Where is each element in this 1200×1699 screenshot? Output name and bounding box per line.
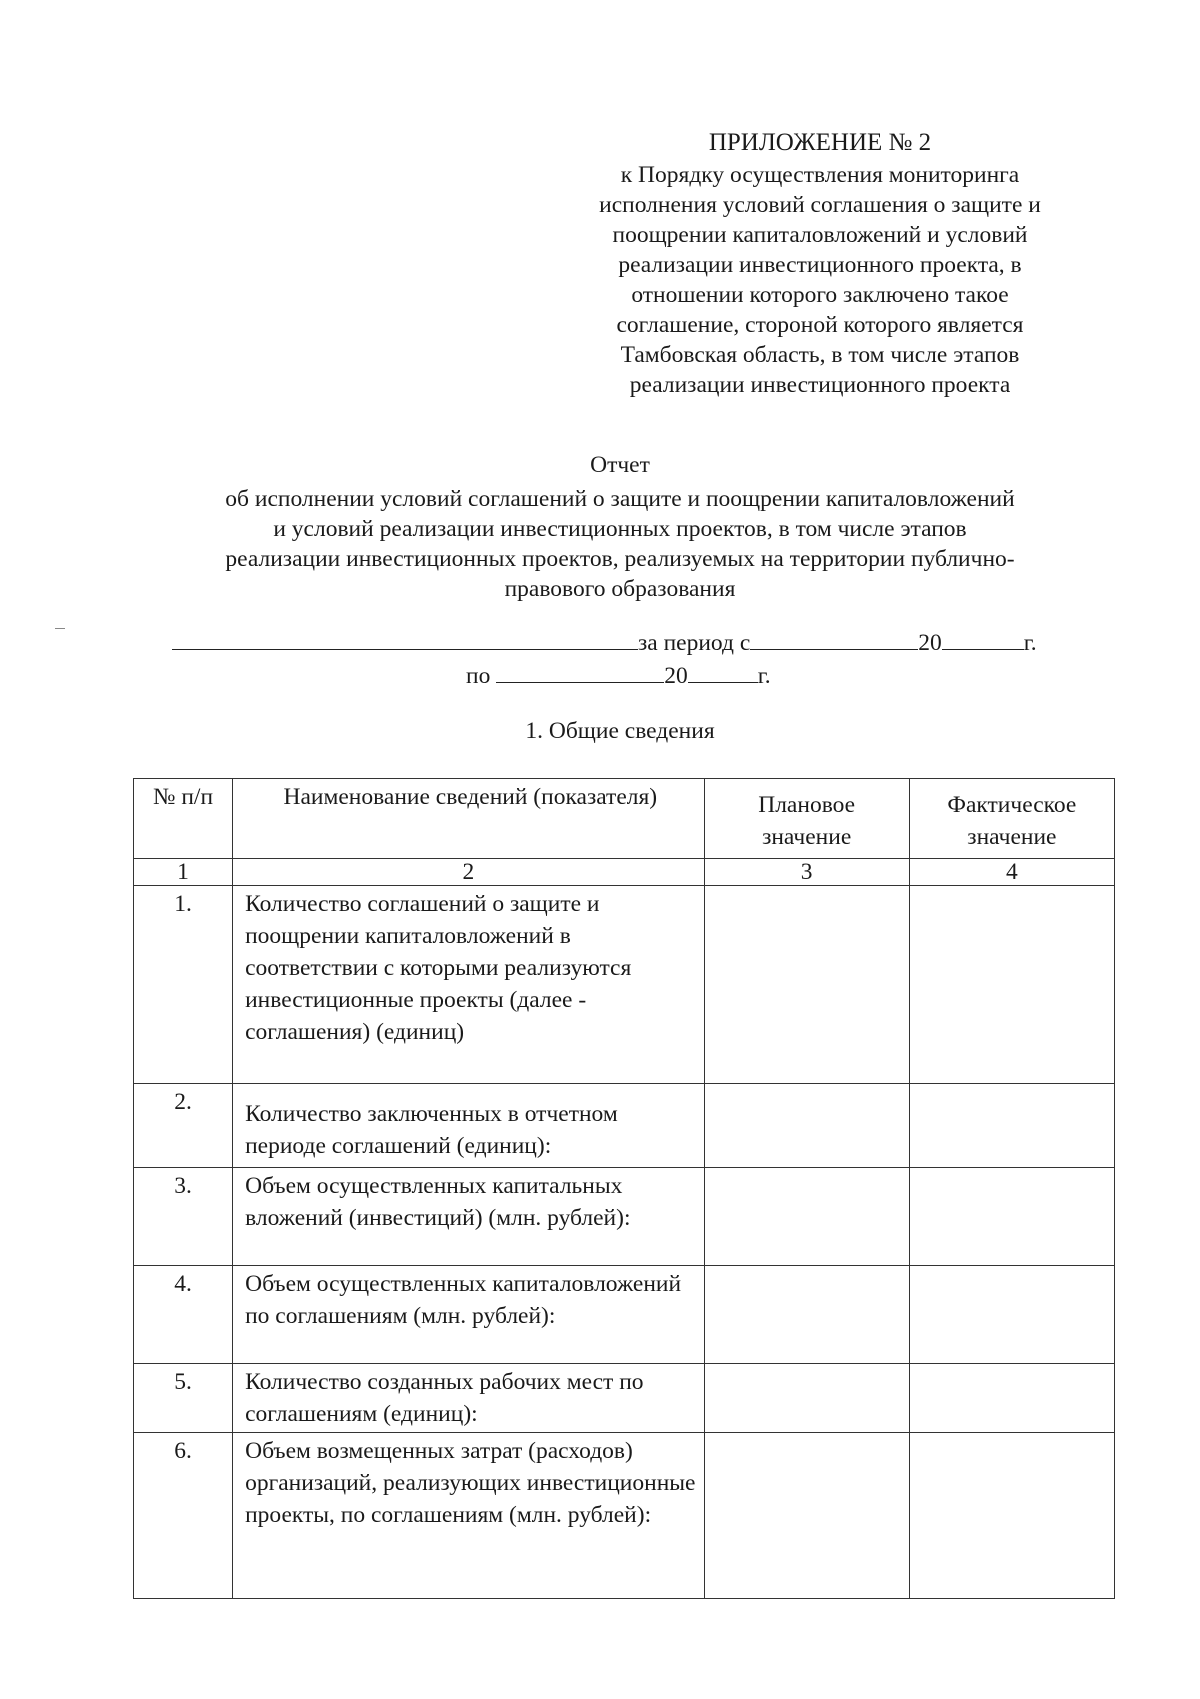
row-num: 1. — [134, 886, 233, 1084]
column-number: 2 — [233, 859, 704, 886]
report-line: и условий реализации инвестиционных проектов, в том числе этапов — [273, 516, 967, 542]
report-title-block — [140, 450, 1100, 604]
row-num: 6. — [134, 1433, 233, 1599]
appendix-line: Тамбовская область, в том числе этапов — [620, 342, 1020, 368]
year-suffix: г. — [1023, 630, 1037, 656]
row-fact[interactable] — [909, 1364, 1114, 1433]
period-to-line — [466, 660, 771, 691]
appendix-line: исполнения условий соглашения о защите и — [599, 192, 1041, 218]
row-num: 5. — [134, 1364, 233, 1433]
table-header-row — [134, 779, 1115, 859]
appendix-line: к Порядку осуществления мониторинга — [620, 162, 1020, 188]
section-title: 1. Общие сведения — [525, 718, 715, 744]
year-prefix: 20 — [664, 663, 688, 689]
period-from-year-field[interactable] — [942, 627, 1024, 650]
period-to-label: по — [466, 663, 491, 689]
row-fact[interactable] — [909, 1266, 1114, 1364]
row-name — [233, 1084, 704, 1168]
header-fact-label: Фактическое значение — [947, 792, 1077, 850]
row-name: Количество соглашений о защите и поощрении капиталовложений в соответствии с которыми реализуются инвестиционные проекты (далее - соглашения) (единиц) — [233, 886, 704, 1084]
appendix-line: соглашение, стороной которого является — [616, 312, 1024, 338]
row-num: 2. — [134, 1084, 233, 1168]
row-name: Объем осуществленных капиталовложений по соглашениям (млн. рублей): — [233, 1266, 704, 1364]
row-fact[interactable] — [909, 1168, 1114, 1266]
report-title: Отчет — [590, 452, 650, 478]
period-from-label: за период с — [638, 630, 751, 656]
row-num: 3. — [134, 1168, 233, 1266]
row-fact[interactable] — [909, 886, 1114, 1084]
row-name: Объем осуществленных капитальных вложений (инвестиций) (млн. рублей): — [233, 1168, 704, 1266]
entity-name-field[interactable] — [172, 627, 638, 650]
column-number: 1 — [134, 859, 233, 886]
row-plan[interactable] — [704, 1433, 909, 1599]
row-num: 4. — [134, 1266, 233, 1364]
table-row — [134, 1084, 1115, 1168]
table-row — [134, 886, 1115, 1084]
year-prefix: 20 — [918, 630, 942, 656]
row-fact[interactable] — [909, 1084, 1114, 1168]
table-row — [134, 1364, 1115, 1433]
general-info-table — [133, 778, 1115, 1599]
row-plan[interactable] — [704, 1168, 909, 1266]
header-name: Наименование сведений (показателя) — [233, 779, 704, 859]
row-plan[interactable] — [704, 1364, 909, 1433]
row-name-text: Количество заключенных в отчетном периоде соглашений (единиц): — [245, 1101, 618, 1159]
period-to-year-field[interactable] — [688, 660, 758, 683]
margin-mark — [55, 628, 65, 629]
report-line: об исполнении условий соглашений о защите и поощрении капиталовложений — [225, 486, 1015, 512]
header-num: № п/п — [134, 779, 233, 859]
header-fact — [909, 779, 1114, 859]
appendix-line: поощрении капиталовложений и условий — [612, 222, 1028, 248]
report-line: правового образования — [504, 576, 736, 602]
table-row — [134, 1168, 1115, 1266]
report-line: реализации инвестиционных проектов, реализуемых на территории публично- — [225, 546, 1015, 572]
appendix-title: ПРИЛОЖЕНИЕ № 2 — [708, 129, 932, 156]
table-row — [134, 1266, 1115, 1364]
column-number: 3 — [704, 859, 909, 886]
column-number: 4 — [909, 859, 1114, 886]
row-plan[interactable] — [704, 1084, 909, 1168]
year-suffix: г. — [757, 663, 771, 689]
period-from-line — [172, 627, 1037, 658]
period-to-date-field[interactable] — [496, 660, 664, 683]
row-fact[interactable] — [909, 1433, 1114, 1599]
row-name: Количество созданных рабочих мест по соглашениям (единиц): — [233, 1364, 704, 1433]
appendix-header — [540, 128, 1100, 400]
appendix-line: реализации инвестиционного проекта — [629, 372, 1011, 398]
appendix-line: реализации инвестиционного проекта, в — [618, 252, 1022, 278]
table-row — [134, 1433, 1115, 1599]
column-numbers-row — [134, 859, 1115, 886]
header-plan — [704, 779, 909, 859]
header-plan-label: Плановое значение — [758, 792, 856, 850]
row-name: Объем возмещенных затрат (расходов) организаций, реализующих инвестиционные проекты, по соглашениям (млн. рублей): — [233, 1433, 704, 1599]
period-from-date-field[interactable] — [750, 627, 918, 650]
row-plan[interactable] — [704, 1266, 909, 1364]
appendix-line: отношении которого заключено такое — [631, 282, 1009, 308]
row-plan[interactable] — [704, 886, 909, 1084]
